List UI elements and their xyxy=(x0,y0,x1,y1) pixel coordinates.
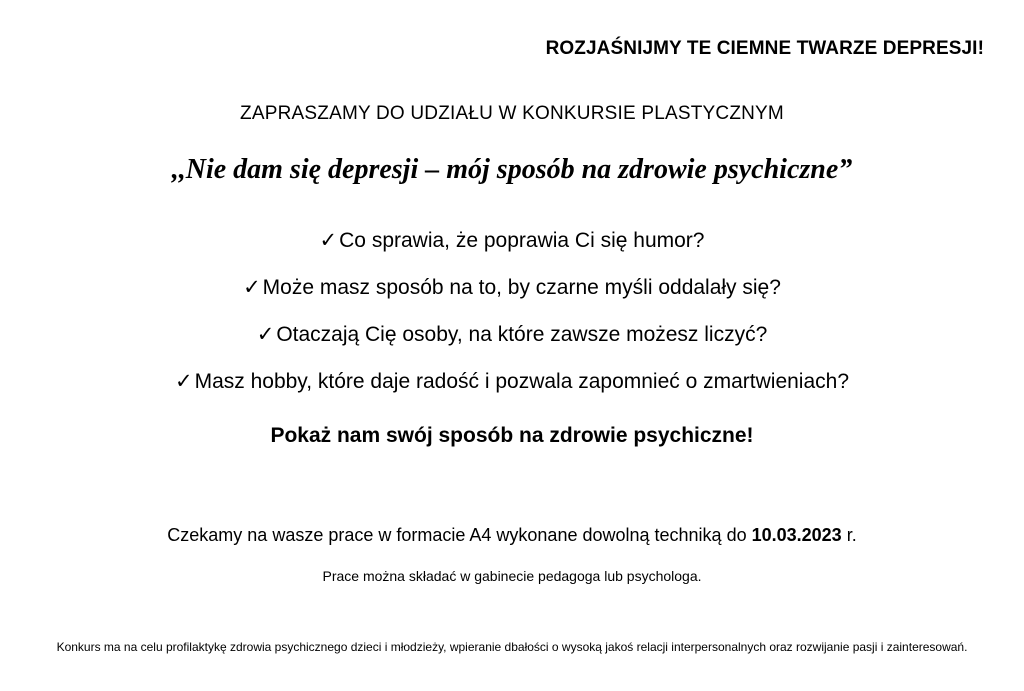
question-text: Masz hobby, które daje radość i pozwala zapomnieć o zmartwieniach? xyxy=(194,370,850,393)
question-2 xyxy=(0,275,1024,300)
deadline-prefix: Czekamy na wasze prace w formacie A4 wykonane dowolną techniką do xyxy=(167,525,752,545)
question-text: Może masz sposób na to, by czarne myśli oddalały się? xyxy=(262,276,781,299)
deadline-text xyxy=(0,525,1024,546)
checkmark-icon: ✓ xyxy=(319,229,338,252)
checkmark-icon: ✓ xyxy=(256,323,275,346)
checkmark-icon: ✓ xyxy=(243,276,261,299)
headline: ROZJAŚNIJMY TE CIEMNE TWARZE DEPRESJI! xyxy=(545,38,984,59)
deadline-date: 10.03.2023 xyxy=(751,525,842,545)
submission-place: Prace można składać w gabinecie pedagoga lub psychologa. xyxy=(322,568,702,584)
question-text: Otaczają Cię osoby, na które zawsze możesz liczyć? xyxy=(276,323,768,346)
contest-goal: Konkurs ma na celu profilaktykę zdrowia psychicznego dzieci i młodzieży, wpieranie dbałości o wysoką jakoś relacji interpersonalnych oraz rozwijanie pasji i zainteresowań. xyxy=(56,640,968,654)
question-3 xyxy=(0,322,1024,347)
question-text: Co sprawia, że poprawia Ci się humor? xyxy=(339,229,705,252)
checkmark-icon: ✓ xyxy=(174,370,193,393)
deadline-suffix: r. xyxy=(841,525,857,545)
contest-title: ,,Nie dam się depresji – mój sposób na zdrowie psychiczne” xyxy=(171,154,853,185)
invitation-text: ZAPRASZAMY DO UDZIAŁU W KONKURSIE PLASTYCZNYM xyxy=(240,103,784,124)
call-to-action: Pokaż nam swój sposób na zdrowie psychiczne! xyxy=(270,424,754,447)
question-1 xyxy=(0,228,1024,253)
question-4 xyxy=(0,369,1024,394)
